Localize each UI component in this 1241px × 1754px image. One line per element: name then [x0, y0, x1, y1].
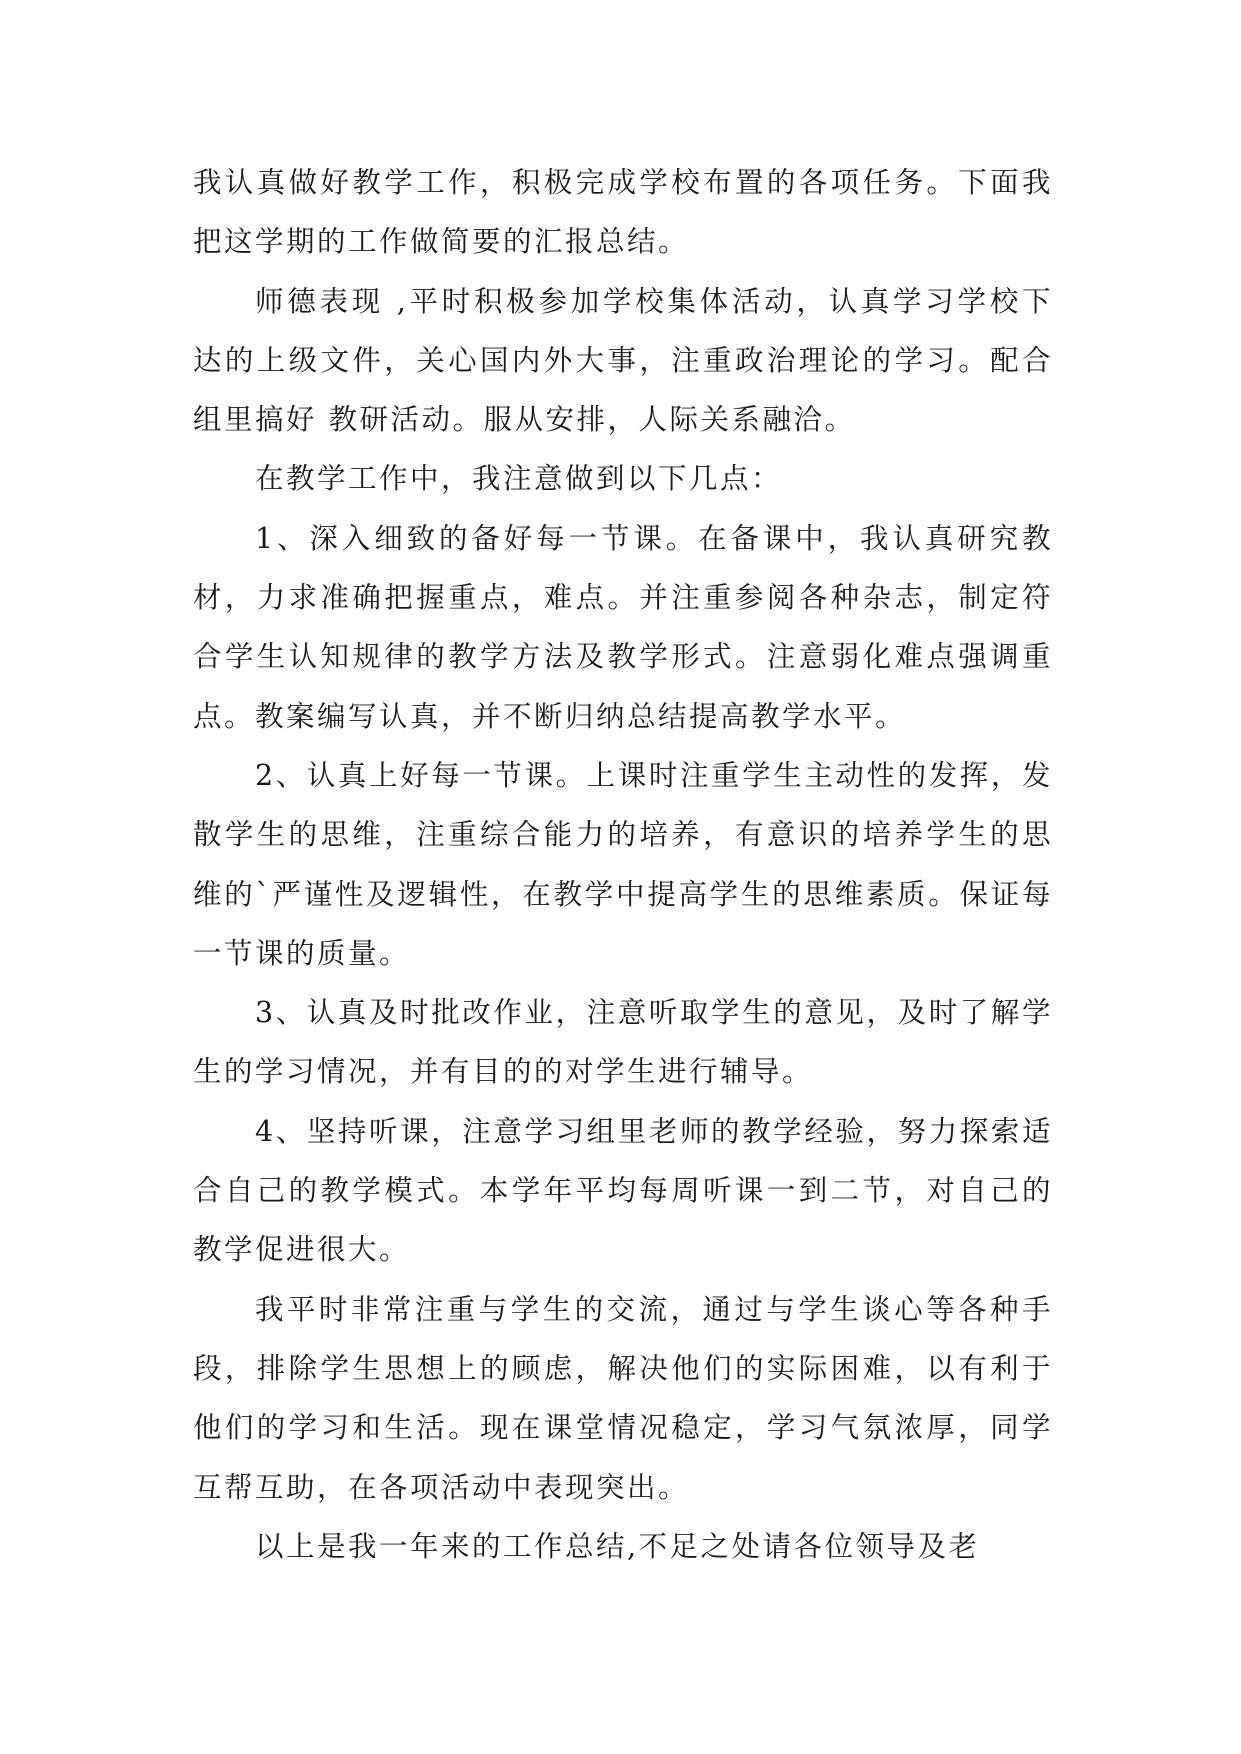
- paragraph-teaching-heading: 在教学工作中，我注意做到以下几点：: [255, 462, 783, 496]
- paragraph-ethics: 师德表现 ,平时积极参加学校集体活动，认真学习学校下达的上级文件，关心国内外大事，注重政治理论的学习。配合组里搞好 教研活动。服从安排，人际关系融洽。: [193, 284, 1053, 437]
- paragraph-item-2: 2、认真上好每一节课。上课时注重学生主动性的发挥，发散学生的思维，注重综合能力的培养，有意识的培养学生的思维的`严谨性及逻辑性，在教学中提高学生的思维素质。保证每一节课的质量。: [193, 758, 1053, 970]
- paragraph-item-3: 3、认真及时批改作业，注意听取学生的意见，及时了解学生的学习情况，并有目的的对学生进行辅导。: [193, 996, 1053, 1089]
- paragraph-intro: 我认真做好教学工作，积极完成学校布置的各项任务。下面我把这学期的工作做简要的汇报总结。: [193, 166, 1053, 259]
- paragraph-students: 我平时非常注重与学生的交流，通过与学生谈心等各种手段，排除学生思想上的顾虑，解决他们的实际困难，以有利于他们的学习和生活。现在课堂情况稳定，学习气氛浓厚，同学互帮互助，在各项活动中表现突出。: [193, 1292, 1053, 1504]
- paragraph-closing: 以上是我一年来的工作总结,不足之处请各位领导及老: [255, 1529, 980, 1563]
- document-body: [193, 153, 1053, 1576]
- paragraph-item-4: 4、坚持听课，注意学习组里老师的教学经验，努力探索适合自己的教学模式。本学年平均每周听课一到二节，对自己的教学促进很大。: [193, 1114, 1053, 1267]
- paragraph-item-1: 1、深入细致的备好每一节课。在备课中，我认真研究教材，力求准确把握重点，难点。并注重参阅各种杂志，制定符合学生认知规律的教学方法及教学形式。注意弱化难点强调重点。教案编写认真，并不断归纳总结提高教学水平。: [193, 521, 1053, 733]
